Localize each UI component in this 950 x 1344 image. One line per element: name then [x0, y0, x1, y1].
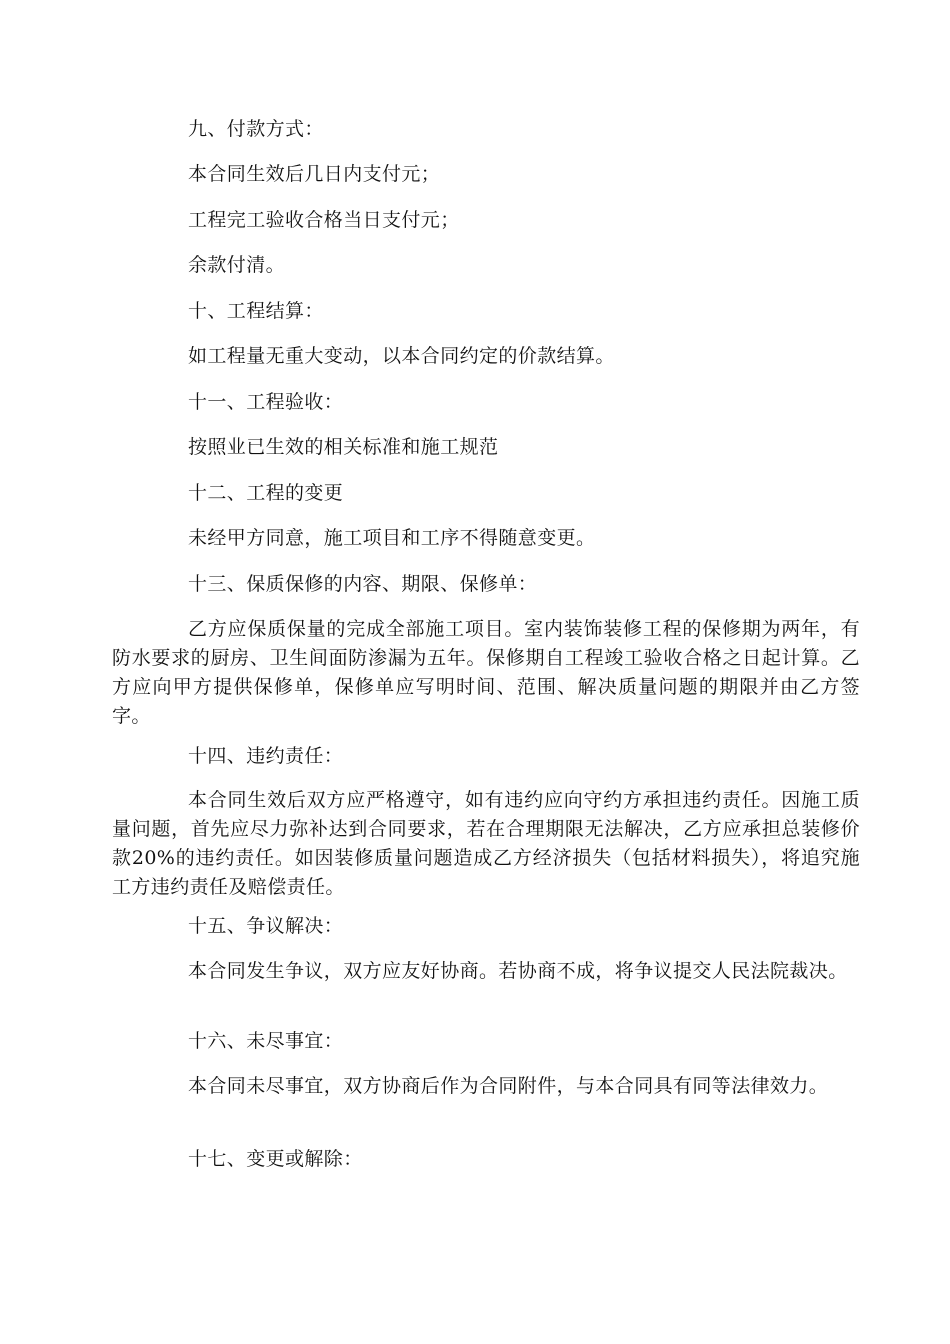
section-heading-change: 十二、工程的变更 — [188, 482, 344, 504]
settlement-text: 如工程量无重大变动，以本合同约定的价款结算。 — [188, 345, 615, 367]
section-heading-termination: 十七、变更或解除： — [188, 1148, 363, 1170]
section-heading-outstanding: 十六、未尽事宜： — [188, 1030, 344, 1052]
warranty-text: 乙方应保质保量的完成全部施工项目。室内装饰装修工程的保修期为两年，有防水要求的厨房、卫生间面防渗漏为五年。保修期自工程竣工验收合格之日起计算。乙方应向甲方提供保修单，保修单应写明时间、范围、解决质量问题的期限并由乙方签字。 — [112, 618, 860, 727]
change-text: 未经甲方同意，施工项目和工序不得随意变更。 — [188, 527, 596, 549]
section-heading-warranty: 十三、保质保修的内容、期限、保修单： — [188, 573, 538, 595]
outstanding-text: 本合同未尽事宜，双方协商后作为合同附件，与本合同具有同等法律效力。 — [188, 1075, 829, 1097]
section-heading-settlement: 十、工程结算： — [188, 300, 324, 322]
section-heading-payment: 九、付款方式： — [188, 118, 324, 140]
payment-line-1: 本合同生效后几日内支付元； — [188, 163, 441, 185]
dispute-text: 本合同发生争议，双方应友好协商。若协商不成，将争议提交人民法院裁决。 — [188, 960, 848, 982]
section-heading-liability: 十四、违约责任： — [188, 745, 344, 767]
liability-text: 本合同生效后双方应严格遵守，如有违约应向守约方承担违约责任。因施工质量问题，首先应尽力弥补达到合同要求，若在合理期限无法解决，乙方应承担总装修价款20%的违约责任。如因装修质量问题造成乙方经济损失（包括材料损失），将追究施工方违约责任及赔偿责任。 — [112, 789, 860, 898]
payment-line-3: 余款付清。 — [188, 254, 286, 276]
acceptance-text: 按照业已生效的相关标准和施工规范 — [188, 436, 499, 458]
section-heading-dispute: 十五、争议解决： — [188, 915, 344, 937]
section-heading-acceptance: 十一、工程验收： — [188, 391, 344, 413]
payment-line-2: 工程完工验收合格当日支付元； — [188, 209, 460, 231]
